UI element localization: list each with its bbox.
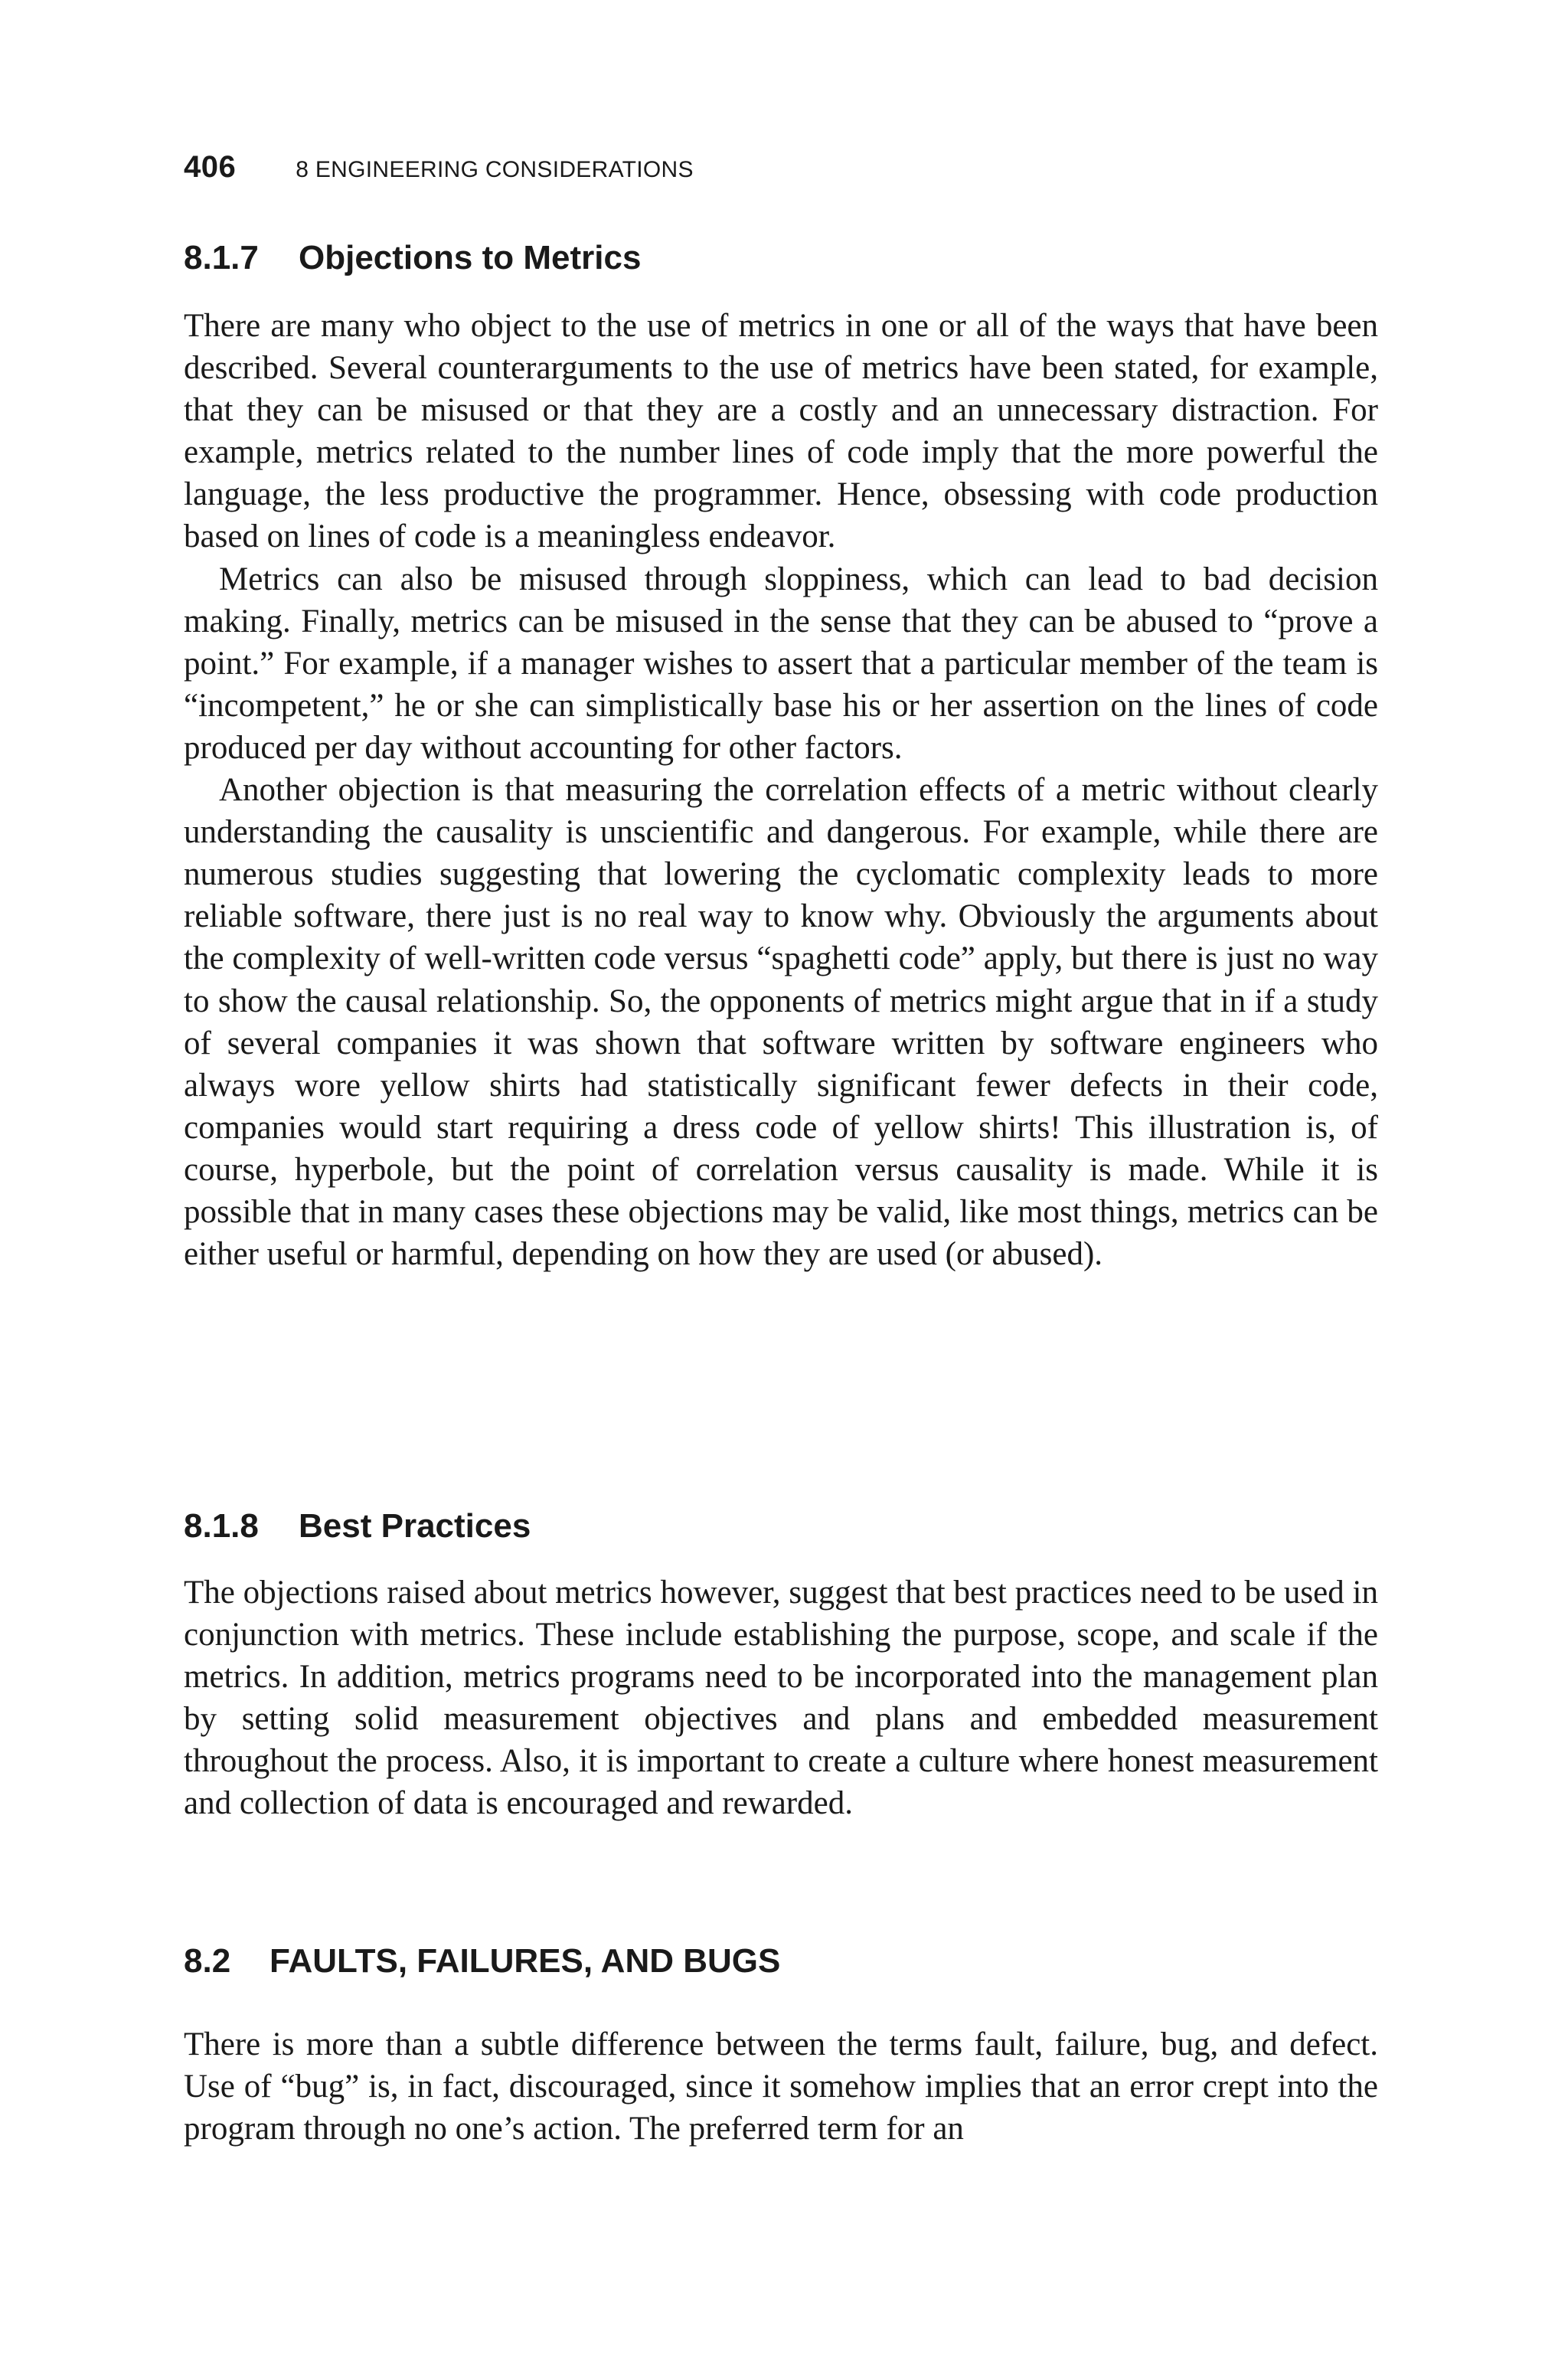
section-number: 8.1.8 <box>184 1507 259 1545</box>
paragraph: There is more than a subtle difference between the terms fault, failure, bug, and defect. Use of “bug” is, in fact, discouraged, since it somehow implies that an error crept into the program through no one’s action. The preferred term for an <box>184 2026 1378 2147</box>
chapter-running-title: 8 ENGINEERING CONSIDERATIONS <box>296 157 694 182</box>
section-title: FAULTS, FAILURES, AND BUGS <box>270 1942 781 1980</box>
running-head <box>184 150 694 185</box>
paragraph: Another objection is that measuring the correlation effects of a metric without clearly understanding the causality is unscientific and dangerous. For example, while there are numerous studies suggesting that lowering the cyclomatic complexity leads to more reliable software, there just is no real way to know why. Obviously the arguments about the complexity of well-written code versus “spaghetti code” apply, but there is just no way to show the causal relationship. So, the opponents of metrics might argue that in if a study of several companies it was shown that software written by software engineers who always wore yellow shirts had statistically significant fewer defects in their code, companies would start requiring a dress code of yellow shirts! This illustration is, of course, hyperbole, but the point of correlation versus causality is made. While it is possible that in many cases these objections may be valid, like most things, metrics can be either useful or harmful, depending on how they are used (or abused). <box>184 772 1378 1273</box>
section-body-8-1-8 <box>184 1572 1378 1825</box>
section-title: Objections to Metrics <box>299 239 642 276</box>
section-heading-8-1-7 <box>184 239 641 277</box>
paragraph: There are many who object to the use of metrics in one or all of the ways that have been described. Several counterarguments to the use of metrics have been stated, for example, that they can be misused or that they are a costly and an unnecessary distraction. For example, metrics related to the number lines of code imply that the more powerful the language, the less productive the programmer. Hence, obsessing with code production based on lines of code is a meaningless endeavor. <box>184 308 1378 555</box>
section-number: 8.1.7 <box>184 239 259 276</box>
paragraph: The objections raised about metrics however, suggest that best practices need to be used in conjunction with metrics. These include establishing the purpose, scope, and scale if the metrics. In addition, metrics programs need to be incorporated into the management plan by setting solid measurement objectives and plans and embedded measurement throughout the process. Also, it is important to create a culture where honest measurement and collection of data is encouraged and rewarded. <box>184 1575 1378 1822</box>
section-number: 8.2 <box>184 1942 231 1980</box>
book-page <box>184 0 1378 2368</box>
page-number: 406 <box>184 150 237 184</box>
paragraph: Metrics can also be misused through sloppiness, which can lead to bad decision making. Finally, metrics can be misused in the sense that they can be abused to “prove a point.” For example, if a manager wishes to assert that a particular member of the team is “incompetent,” he or she can simplistically base his or her assertion on the lines of code produced per day without accounting for other factors. <box>184 561 1378 766</box>
section-body-8-2 <box>184 2023 1378 2150</box>
section-title: Best Practices <box>299 1507 531 1545</box>
section-heading-8-2 <box>184 1942 780 1980</box>
section-body-8-1-7 <box>184 305 1378 1275</box>
section-heading-8-1-8 <box>184 1507 531 1545</box>
